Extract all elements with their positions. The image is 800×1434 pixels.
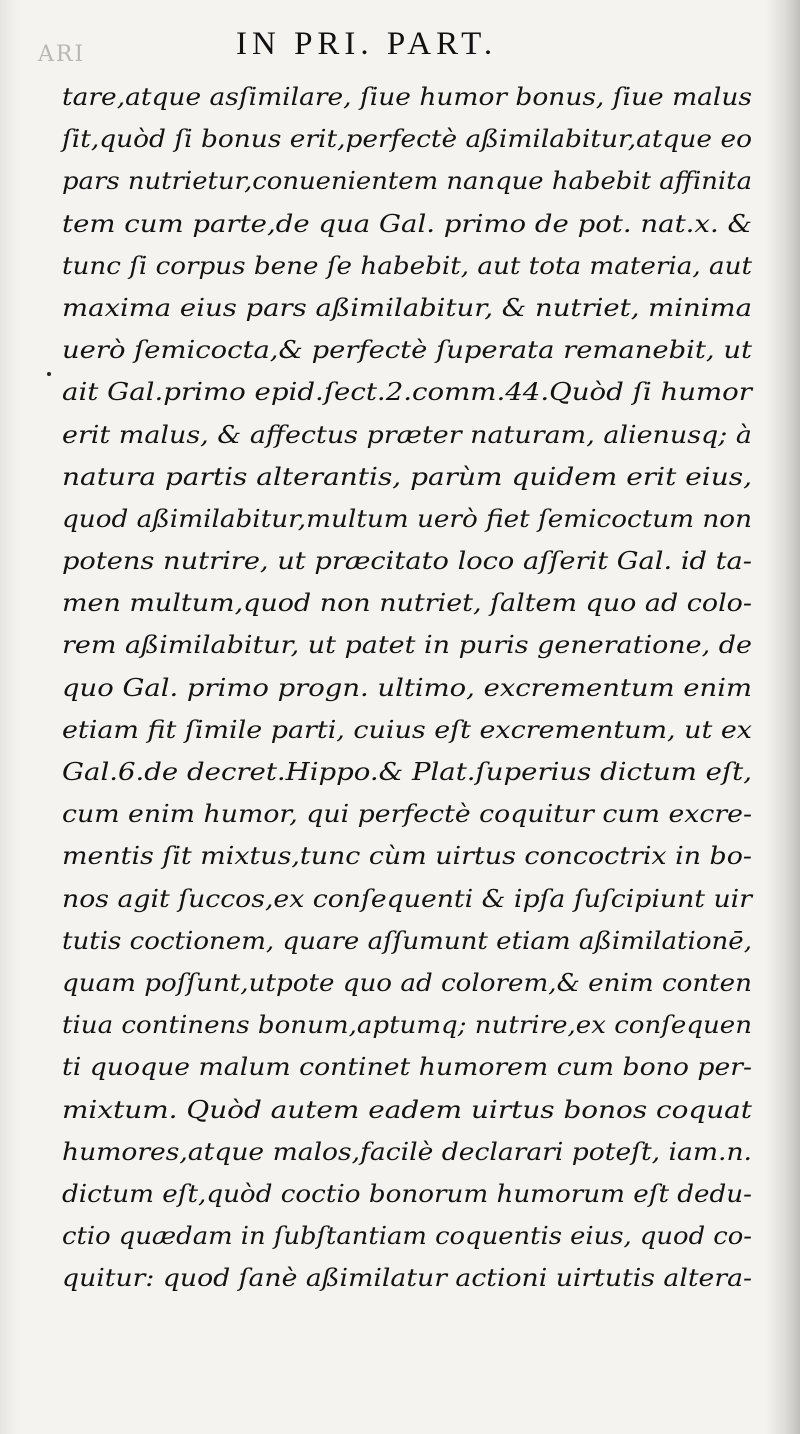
text-line: quitur: quod ſanè aßimilatur actioni uirtutis altera- [62,1263,752,1293]
page-gutter-shadow [0,0,18,1434]
text-line: nos agit ſuccos,ex conſequenti & ipſa ſuſcipiunt uir [62,883,752,913]
text-line: ti quoque malum continet humorem cum bono per- [62,1052,752,1082]
text-line: etiam fit ſimile parti, cuius eſt excrementum, ut ex [62,714,752,744]
text-line: maxima eius pars aßimilabitur, & nutriet, minima [62,292,752,322]
text-line: ſit,quòd ſi bonus erit,perfectè aßimilabitur,atque eo [62,124,752,154]
text-line: quod aßimilabitur,multum uerò fiet ſemicoctum non [62,503,752,533]
text-line: quam poſſunt,utpote quo ad colorem,& enim conten [62,967,752,997]
page-edge-shadow [766,0,800,1434]
bleed-through-text: ARI [38,42,86,67]
text-line: mixtum. Quòd autem eadem uirtus bonos coquat [62,1094,752,1124]
text-line: men multum,quod non nutriet, ſaltem quo ad colo- [62,588,752,618]
text-line: mentis ſit mixtus,tunc cùm uirtus concoctrix in bo- [62,841,752,871]
text-line: erit malus, & affectus præter naturam, alienusq; à [62,419,752,449]
text-line: pars nutrietur,conuenientem nanque habebit affinita [62,166,752,196]
text-line: tare,atque asſimilare, ſiue humor bonus, ſiue malus [62,82,752,111]
text-line: quo Gal. primo progn. ultimo, excrementum enim [62,672,752,702]
text-line: Gal.6.de decret.Hippo.& Plat.ſuperius dictum eſt, [62,757,752,786]
text-line: ctio quædam in ſubſtantiam coquentis eius, quod co- [62,1221,752,1251]
text-line: humores,atque malos,facilè declarari poteſt, iam.n. [62,1136,752,1166]
text-line: ait Gal.primo epid.ſect.2.comm.44.Quòd ſi humor [62,377,753,407]
text-line: potens nutrire, ut præcitato loco aſſerit Gal. id ta- [62,546,752,576]
text-line: dictum eſt,quòd coctio bonorum humorum eſt dedu- [62,1178,752,1208]
text-line: cum enim humor, qui perfectè coquitur cum excre- [62,799,752,829]
text-line: tutis coctionem, quare aſſumunt etiam aßimilationē, [62,925,752,955]
text-line: natura partis alterantis, parùm quidem erit eius, [62,461,752,491]
text-line: tunc ſi corpus bene ſe habebit, aut tota materia, aut [62,250,752,280]
body-text [62,76,752,1299]
text-line: uerò ſemicocta,& perfectè ſuperata remanebit, ut [62,335,752,365]
text-line: tem cum parte,de qua Gal. primo de pot. nat.x. & [62,208,753,238]
text-line: rem aßimilabitur, ut patet in puris generatione, de [62,630,752,660]
text-line: tiua continens bonum,aptumq; nutrire,ex conſequen [62,1010,752,1040]
running-head: IN PRI. PART. [236,26,498,62]
ink-speck [47,372,51,376]
